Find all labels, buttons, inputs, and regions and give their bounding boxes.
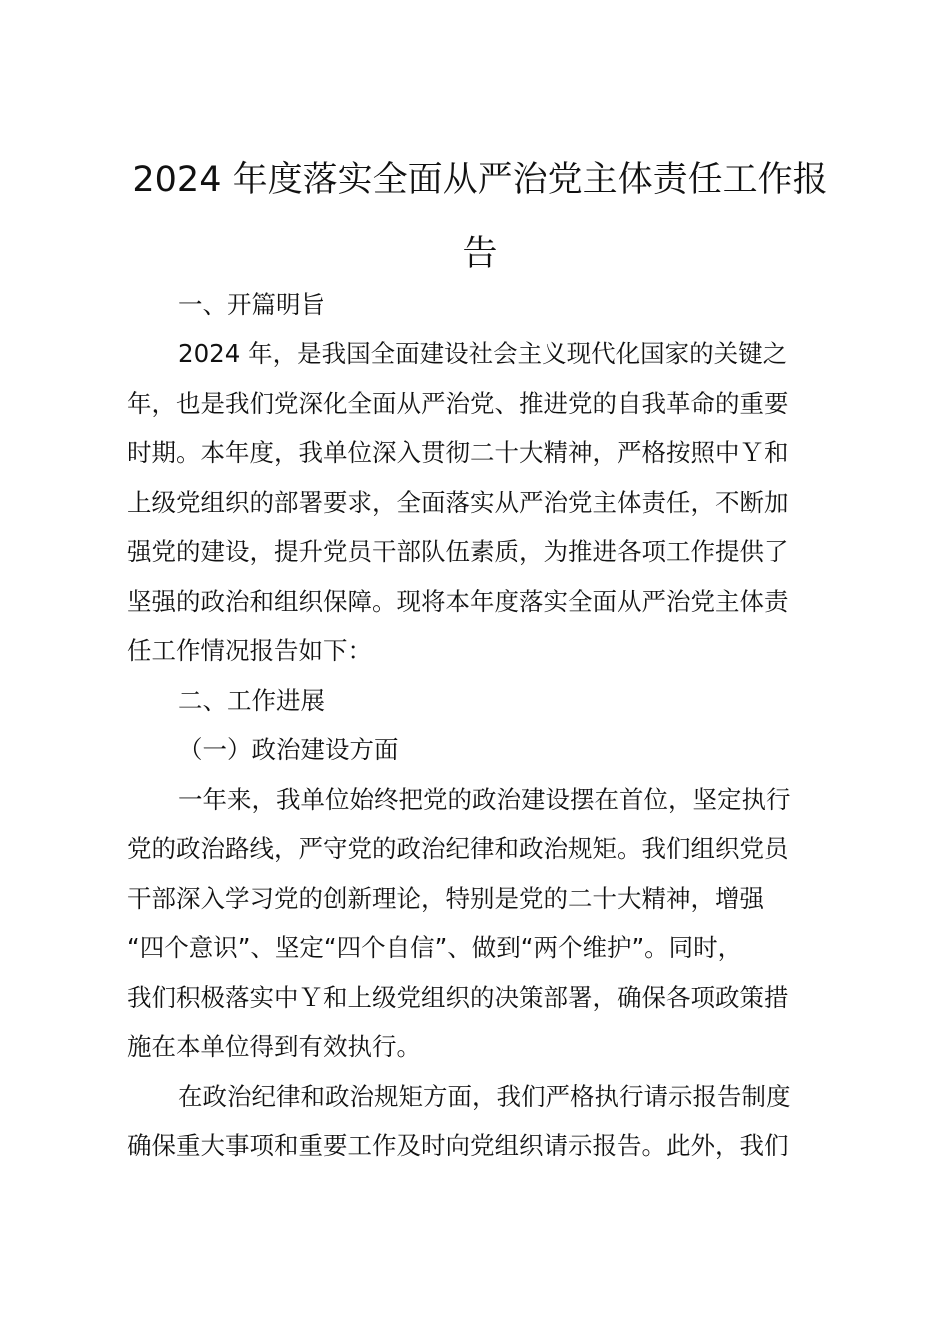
- paragraph-line: 党的政治路线，严守党的政治纪律和政治规矩。我们组织党员: [127, 834, 789, 863]
- paragraph-line: 上级党组织的部署要求，全面落实从严治党主体责任，不断加: [127, 488, 789, 517]
- paragraph-line: 在政治纪律和政治规矩方面，我们严格执行请示报告制度: [178, 1082, 791, 1111]
- document-title-line-2: 告: [462, 234, 498, 274]
- paragraph-line: 年，也是我们党深化全面从严治党、推进党的自我革命的重要: [127, 389, 789, 418]
- paragraph-line: 任工作情况报告如下：: [127, 636, 372, 665]
- paragraph-line: 时期。本年度，我单位深入贯彻二十大精神，严格按照中Ｙ和: [127, 438, 789, 467]
- paragraph-line: 强党的建设，提升党员干部队伍素质，为推进各项工作提供了: [127, 537, 789, 566]
- paragraph-line: 坚强的政治和组织保障。现将本年度落实全面从严治党主体责: [127, 587, 789, 616]
- paragraph-line: 干部深入学习党的创新理论，特别是党的二十大精神，增强: [127, 884, 764, 913]
- section-heading-progress: 二、工作进展: [178, 686, 325, 715]
- subsection-heading-political: （一）政治建设方面: [178, 735, 399, 764]
- paragraph-line: 施在本单位得到有效执行。: [127, 1032, 421, 1061]
- paragraph-line: 我们积极落实中Ｙ和上级党组织的决策部署，确保各项政策措: [127, 983, 789, 1012]
- document-title-line-1: 2024 年度落实全面从严治党主体责任工作报: [132, 160, 828, 200]
- section-heading-opening: 一、开篇明旨: [178, 290, 325, 319]
- paragraph-line: 2024 年，是我国全面建设社会主义现代化国家的关键之: [178, 339, 788, 368]
- paragraph-line: “四个意识”、坚定“四个自信”、做到“两个维护”。同时，: [127, 933, 743, 962]
- paragraph-line: 一年来，我单位始终把党的政治建设摆在首位，坚定执行: [178, 785, 791, 814]
- paragraph-line: 确保重大事项和重要工作及时向党组织请示报告。此外，我们: [127, 1131, 789, 1160]
